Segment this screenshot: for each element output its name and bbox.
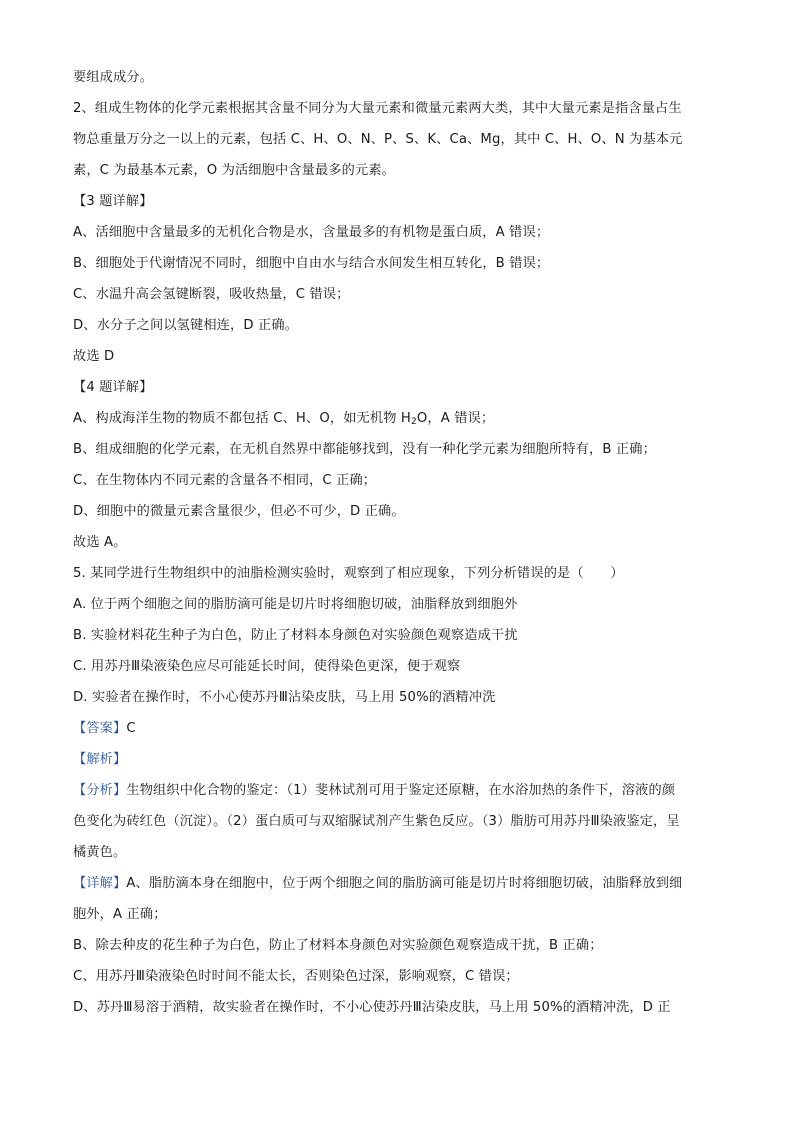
line-text: 素，C 为最基本元素，O 为活细胞中含量最多的元素。 (73, 163, 395, 178)
line-text: A、活细胞中含量最多的无机化合物是水，含量最多的有机物是蛋白质，A 错误； (73, 225, 550, 240)
line-text: B、细胞处于代谢情况不同时，细胞中自由水与结合水间发生相互转化，B 错误； (73, 256, 550, 271)
text-line-2 (73, 93, 724, 124)
answer-value: C (126, 721, 136, 736)
line-text: A. 位于两个细胞之间的脂肪滴可能是切片时将细胞切破，油脂释放到细胞外 (73, 597, 518, 612)
line-text: B、除去种皮的花生种子为白色，防止了材料本身颜色对实验颜色观察造成干扰，B 正确； (73, 938, 603, 953)
detail-label: 【详解】 (73, 876, 127, 891)
answer-label: 【答案】 (73, 721, 127, 736)
text-line-26 (73, 837, 724, 868)
text-line-29 (73, 930, 724, 961)
text-line-3 (73, 124, 724, 155)
analysis-label: 【解析】 (73, 752, 127, 767)
line-text: 故选 D (73, 349, 115, 364)
line-text: C. 用苏丹Ⅲ染液染色应尽可能延长时间，使得染色更深，便于观察 (73, 659, 461, 674)
line-text: A、脂肪滴本身在细胞中，位于两个细胞之间的脂肪滴可能是切片时将细胞切破，油脂释放到细 (126, 876, 683, 891)
section-heading-q3 (73, 186, 724, 217)
text-line-14 (73, 465, 724, 496)
line-text: 【3 题详解】 (73, 194, 153, 209)
line-text: 物总重量万分之一以上的元素，包括 C、H、O、N、P、S、K、Ca、Mg，其中 C、H、O、N 为基本元 (73, 132, 683, 147)
line-text: 生物组织中化合物的鉴定：（1）斐林试剂可用于鉴定还原糖，在水浴加热的条件下，溶液的颜 (126, 783, 676, 798)
text-line-25 (73, 806, 724, 837)
text-line-13 (73, 434, 724, 465)
text-line-7 (73, 248, 724, 279)
line-text: 要组成成分。 (73, 70, 154, 85)
text-line-1 (73, 62, 724, 93)
text-line-31 (73, 992, 724, 1023)
line-text: 胞外，A 正确； (73, 907, 167, 922)
line-text: O，A 错误； (416, 411, 495, 426)
section-heading-q4 (73, 372, 724, 403)
line-text: D、水分子之间以氢键相连，D 正确。 (73, 318, 299, 333)
line-text: 故选 A。 (73, 535, 127, 550)
analysis-sub-label: 【分析】 (73, 783, 127, 798)
analysis-heading (73, 744, 724, 775)
text-line-30 (73, 961, 724, 992)
line-text: D、苏丹Ⅲ易溶于酒精，故实验者在操作时，不小心使苏丹Ⅲ沾染皮肤，马上用 50%的酒精冲洗，D 正 (73, 1000, 671, 1015)
line-text: 5. 某同学进行生物组织中的油脂检测实验时，观察到了相应现象，下列分析错误的是（ ） (73, 566, 624, 581)
text-line-15 (73, 496, 724, 527)
text-line-4 (73, 155, 724, 186)
line-text: 色变化为砖红色（沉淀）。（2）蛋白质可与双缩脲试剂产生紫色反应。（3）脂肪可用苏丹Ⅲ染液鉴定，呈 (73, 814, 680, 829)
line-text: B. 实验材料花生种子为白色，防止了材料本身颜色对实验颜色观察造成干扰 (73, 628, 518, 643)
line-text: 橘黄色。 (73, 845, 127, 860)
text-line-12 (73, 403, 724, 434)
question-5-option-d (73, 682, 724, 713)
text-line-24 (73, 775, 724, 806)
line-text: 【4 题详解】 (73, 380, 153, 395)
line-text: A、构成海洋生物的物质不都包括 C、H、O，如无机物 H (73, 411, 411, 426)
question-5-option-c (73, 651, 724, 682)
question-5-option-a (73, 589, 724, 620)
text-line-8 (73, 279, 724, 310)
text-line-6 (73, 217, 724, 248)
line-text: 2、组成生物体的化学元素根据其含量不同分为大量元素和微量元素两大类，其中大量元素是指含量占生 (73, 101, 682, 116)
text-line-9 (73, 310, 724, 341)
answer-choice-q4 (73, 527, 724, 558)
subscript-text: 2 (410, 417, 417, 427)
line-text: C、水温升高会氢键断裂，吸收热量，C 错误； (73, 287, 350, 302)
line-text: C、在生物体内不同元素的含量各不相同，C 正确； (73, 473, 377, 488)
line-text: D、细胞中的微量元素含量很少，但必不可少，D 正确。 (73, 504, 405, 519)
answer-choice-q3 (73, 341, 724, 372)
question-5-option-b (73, 620, 724, 651)
text-line-28 (73, 899, 724, 930)
line-text: B、组成细胞的化学元素，在无机自然界中都能够找到，没有一种化学元素为细胞所特有，B 正确； (73, 442, 656, 457)
line-text: C、用苏丹Ⅲ染液染色时时间不能太长，否则染色过深，影响观察，C 错误； (73, 969, 519, 984)
answer-line (73, 713, 724, 744)
text-line-27 (73, 868, 724, 899)
line-text: D. 实验者在操作时，不小心使苏丹Ⅲ沾染皮肤，马上用 50%的酒精冲洗 (73, 690, 496, 705)
question-5-stem (73, 558, 724, 589)
